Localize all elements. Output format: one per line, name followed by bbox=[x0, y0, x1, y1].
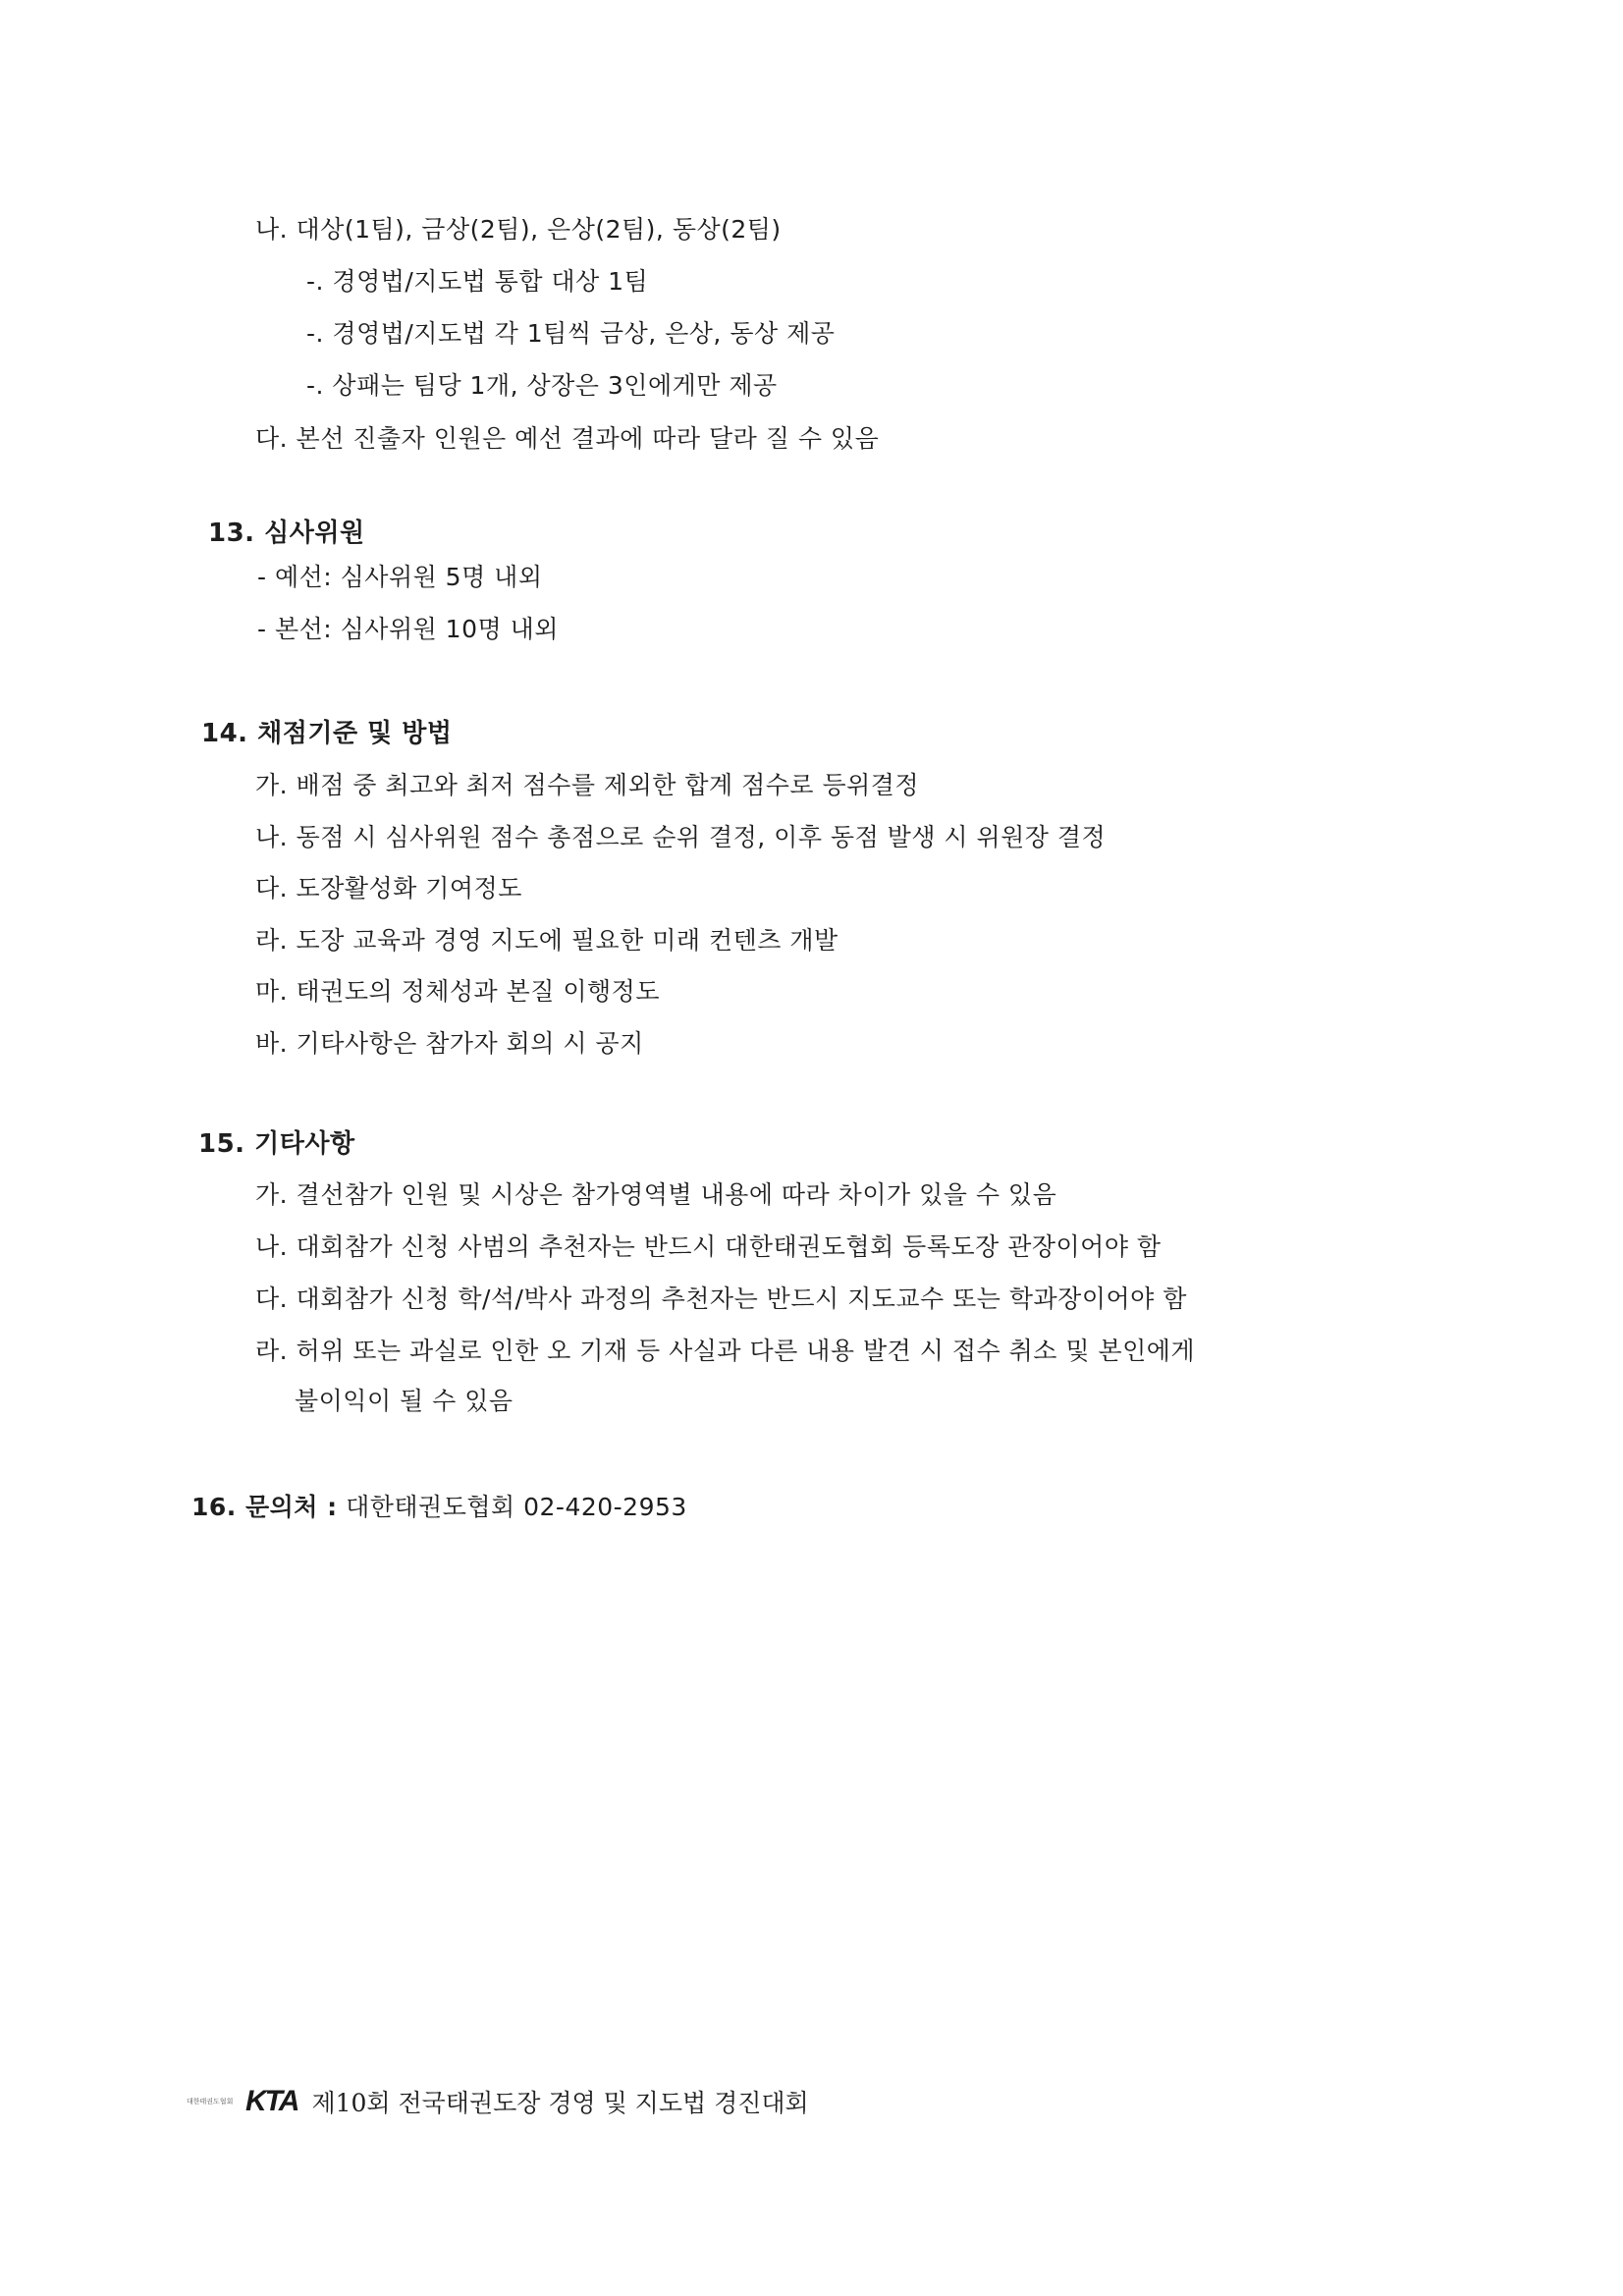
contact-label: 16. 문의처 : bbox=[191, 1493, 338, 1521]
contact-line bbox=[191, 1491, 687, 1524]
judges-item-1: - 예선: 심사위원 5명 내외 bbox=[257, 563, 543, 591]
section-14-heading: 14. 채점기준 및 방법 bbox=[201, 719, 453, 748]
kta-logo bbox=[187, 2085, 298, 2118]
misc-item-2: 나. 대회참가 신청 사범의 추천자는 반드시 대한태권도협회 등록도장 관장이어야 함 bbox=[255, 1232, 1162, 1261]
award-subitem-2: -. 경영법/지도법 각 1팀씩 금상, 은상, 동상 제공 bbox=[306, 319, 836, 348]
misc-item-3: 다. 대회참가 신청 학/석/박사 과정의 추천자는 반드시 지도교수 또는 학과장이어야 함 bbox=[255, 1285, 1187, 1313]
contact-value: 대한태권도협회 02-420-2953 bbox=[346, 1493, 687, 1521]
scoring-item-5: 마. 태권도의 정체성과 본질 이행정도 bbox=[255, 977, 660, 1006]
scoring-item-2: 나. 동점 시 심사위원 점수 총점으로 순위 결정, 이후 동점 발생 시 위원장 결정 bbox=[255, 823, 1107, 851]
misc-item-4: 라. 허위 또는 과실로 인한 오 기재 등 사실과 다른 내용 발견 시 접수 취소 및 본인에게 bbox=[255, 1337, 1196, 1365]
logo-small-text: 대한태권도협회 bbox=[187, 2098, 234, 2105]
award-subitem-3: -. 상패는 팀당 1개, 상장은 3인에게만 제공 bbox=[306, 371, 778, 400]
misc-item-1: 가. 결선참가 인원 및 시상은 참가영역별 내용에 따라 차이가 있을 수 있음 bbox=[255, 1180, 1057, 1209]
section-15-heading: 15. 기타사항 bbox=[198, 1129, 355, 1159]
award-item-da: 다. 본선 진출자 인원은 예선 결과에 따라 달라 질 수 있음 bbox=[255, 424, 880, 453]
page-footer bbox=[187, 2084, 809, 2119]
section-13-heading: 13. 심사위원 bbox=[208, 519, 365, 548]
scoring-item-6: 바. 기타사항은 참가자 회의 시 공지 bbox=[255, 1029, 644, 1058]
award-item-na: 나. 대상(1팀), 금상(2팀), 은상(2팀), 동상(2팀) bbox=[255, 215, 782, 244]
scoring-item-1: 가. 배점 중 최고와 최저 점수를 제외한 합계 점수로 등위결정 bbox=[255, 771, 920, 799]
scoring-item-3: 다. 도장활성화 기여정도 bbox=[255, 874, 522, 902]
logo-mark: KTA bbox=[245, 2085, 298, 2117]
scoring-item-4: 라. 도장 교육과 경영 지도에 필요한 미래 컨텐츠 개발 bbox=[255, 926, 839, 955]
judges-item-2: - 본선: 심사위원 10명 내외 bbox=[257, 615, 559, 643]
footer-title: 제10회 전국태권도장 경영 및 지도법 경진대회 bbox=[311, 2089, 809, 2117]
award-subitem-1: -. 경영법/지도법 통합 대상 1팀 bbox=[306, 267, 649, 296]
misc-item-4-continued: 불이익이 될 수 있음 bbox=[295, 1387, 514, 1415]
